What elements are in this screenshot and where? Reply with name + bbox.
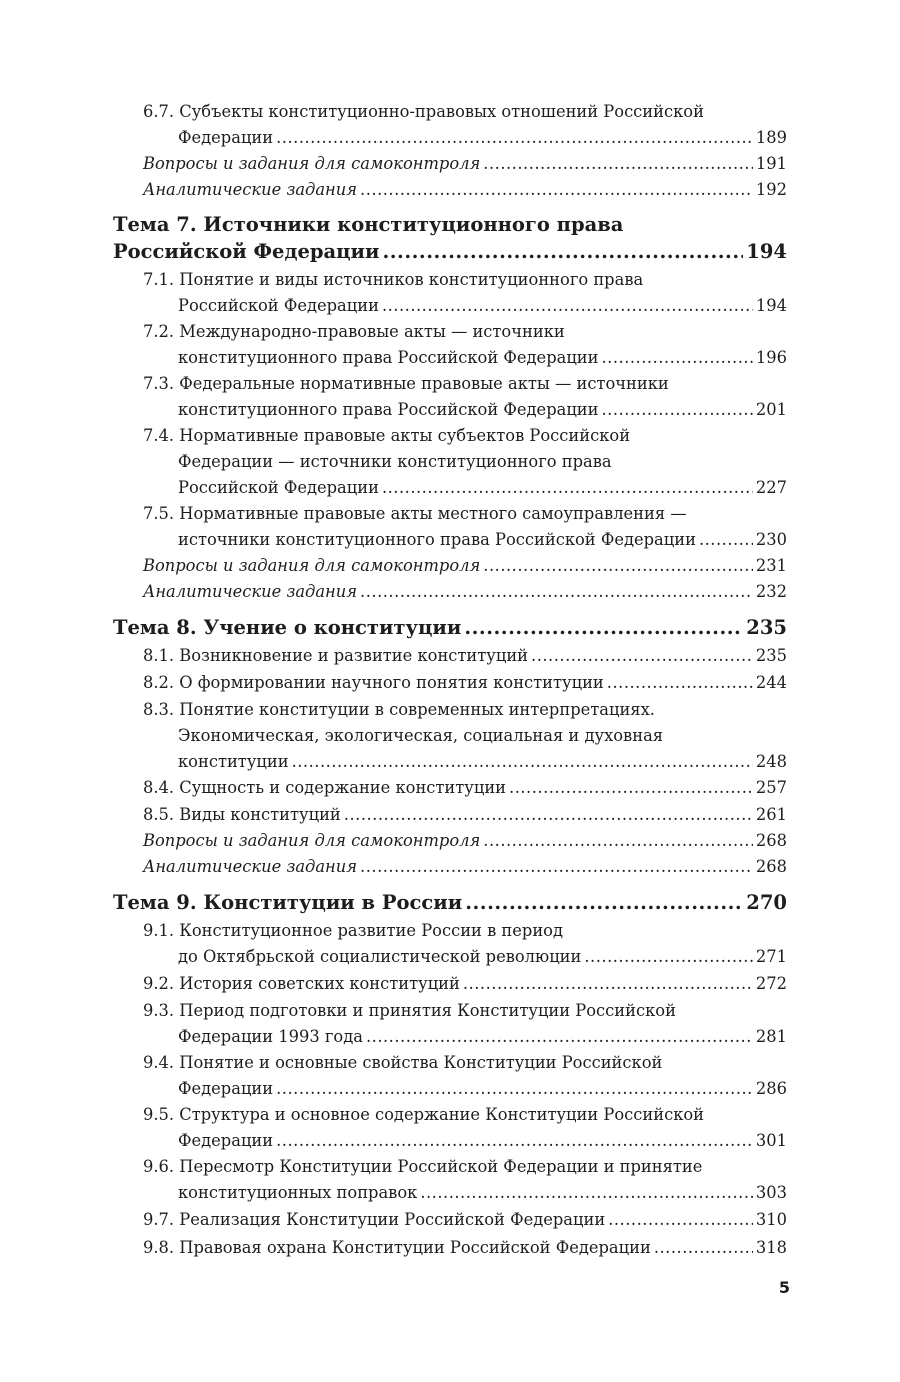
toc-entry-title: конституционного права Российской Федерации [178, 400, 599, 419]
toc-entry-9-8[interactable] [113, 1235, 787, 1261]
toc-page-number: 257 [755, 778, 787, 797]
toc-entry-6-questions[interactable] [113, 151, 787, 177]
toc-entry-8-5[interactable] [113, 802, 787, 828]
dot-leader [602, 397, 753, 423]
toc-entry-7-1[interactable] [113, 293, 787, 319]
toc-entry-title: конституционного права Российской Федерации [178, 348, 599, 367]
toc-entry-title: Российской Федерации [178, 296, 379, 315]
toc-entry-title: Аналитические задания [143, 180, 358, 199]
toc-entry-title: Федерации [178, 1079, 274, 1098]
toc-section-7[interactable] [113, 238, 787, 265]
toc-entry-7-4-line1 [113, 423, 787, 449]
toc-entry-title: 9.6. Пересмотр Конституции Российской Федерации и принятие [143, 1157, 703, 1176]
toc-entry-title: Аналитические задания [143, 857, 358, 876]
toc-page-number: 232 [755, 582, 787, 601]
toc-section-title: Тема 8. Учение о конституции [113, 616, 462, 639]
dot-leader [531, 643, 753, 669]
toc-page-number: 281 [755, 1027, 787, 1046]
dot-leader [509, 775, 753, 801]
dot-leader [483, 151, 753, 177]
toc-entry-title: 7.4. Нормативные правовые акты субъектов Российской [143, 426, 631, 445]
toc-page-number: 301 [755, 1131, 787, 1150]
toc-page-number: 235 [755, 646, 787, 665]
toc-entry-9-3-line1 [113, 998, 787, 1024]
dot-leader [382, 238, 743, 265]
toc-section-8[interactable] [113, 614, 787, 641]
toc-page-number: 303 [755, 1183, 787, 1202]
toc-entry-title: 9.1. Конституционное развитие России в период [143, 921, 563, 940]
toc-page-number: 261 [755, 805, 787, 824]
toc-entry-8-4[interactable] [113, 775, 787, 801]
toc-entry-7-5-line1 [113, 501, 787, 527]
toc-page-number: 310 [755, 1210, 787, 1229]
toc-page-number: 248 [755, 752, 787, 771]
toc-page-number: 194 [755, 296, 787, 315]
toc-entry-7-questions[interactable] [113, 553, 787, 579]
dot-leader [360, 177, 753, 203]
toc-entry-title: 7.3. Федеральные нормативные правовые акты — источники [143, 374, 669, 393]
toc-entry-title: 8.3. Понятие конституции в современных интерпретациях. [143, 700, 655, 719]
dot-leader [607, 670, 753, 696]
toc-entry-title: 7.2. Международно-правовые акты — источники [143, 322, 565, 341]
toc-entry-title: Аналитические задания [143, 582, 358, 601]
toc-entry-7-4[interactable] [113, 475, 787, 501]
toc-section-7-line1 [113, 211, 787, 238]
toc-entry-title: Федерации [178, 128, 274, 147]
toc-page-number: 201 [755, 400, 787, 419]
toc-section-title: Тема 9. Конституции в России [113, 891, 463, 914]
toc-page-number: 191 [755, 154, 787, 173]
dot-leader [276, 125, 753, 151]
toc-entry-8-questions[interactable] [113, 828, 787, 854]
dot-leader [276, 1076, 753, 1102]
toc-entry-title: Экономическая, экологическая, социальная и духовная [178, 726, 664, 745]
toc-entry-title: Федерации [178, 1131, 274, 1150]
toc-page-number: 270 [746, 891, 787, 914]
dot-leader [608, 1207, 753, 1233]
toc-entry-title: 9.4. Понятие и основные свойства Конституции Российской [143, 1053, 663, 1072]
toc-page-number: 230 [755, 530, 787, 549]
toc-page-number: 268 [755, 857, 787, 876]
dot-leader [464, 614, 743, 641]
toc-page-number: 235 [746, 616, 787, 639]
toc-entry-title: Федерации 1993 года [178, 1027, 363, 1046]
toc-entry-title: источники конституционного права Российской Федерации [178, 530, 696, 549]
toc-entry-6-analytic[interactable] [113, 177, 787, 203]
toc-entry-7-2[interactable] [113, 345, 787, 371]
toc-entry-8-analytic[interactable] [113, 854, 787, 880]
toc-section-9[interactable] [113, 889, 787, 916]
dot-leader [463, 971, 753, 997]
toc-entry-title: до Октябрьской социалистической революции [178, 947, 582, 966]
toc-entry-9-4-line1 [113, 1050, 787, 1076]
dot-leader [699, 527, 753, 553]
toc-page-number: 268 [755, 831, 787, 850]
toc-page-number: 196 [755, 348, 787, 367]
dot-leader [276, 1128, 753, 1154]
toc-entry-7-3-line1 [113, 371, 787, 397]
toc-page-number: 318 [755, 1238, 787, 1257]
toc-entry-title: 9.3. Период подготовки и принятия Конституции Российской [143, 1001, 676, 1020]
toc-entry-9-1-line1 [113, 918, 787, 944]
toc-section-title: Российской Федерации [113, 240, 380, 263]
toc-entry-7-analytic[interactable] [113, 579, 787, 605]
dot-leader [292, 749, 753, 775]
toc-page-number: 189 [755, 128, 787, 147]
toc-page-number: 244 [755, 673, 787, 692]
toc-entry-7-5[interactable] [113, 527, 787, 553]
toc-entry-9-3[interactable] [113, 1024, 787, 1050]
toc-entry-8-3-line2 [113, 723, 787, 749]
toc-entry-title: 9.8. Правовая охрана Конституции Российской Федерации [143, 1238, 651, 1257]
dot-leader [465, 889, 743, 916]
dot-leader [654, 1235, 753, 1261]
toc-page-number: 272 [755, 974, 787, 993]
toc-entry-9-6-line1 [113, 1154, 787, 1180]
dot-leader [584, 944, 753, 970]
toc-entry-title: Вопросы и задания для самоконтроля [143, 556, 481, 575]
toc-entry-title: 8.5. Виды конституций [143, 805, 341, 824]
toc-page-number: 231 [755, 556, 787, 575]
toc-page-number: 192 [755, 180, 787, 199]
toc-page-number: 271 [755, 947, 787, 966]
dot-leader [602, 345, 753, 371]
toc-entry-9-1[interactable] [113, 944, 787, 970]
toc-entry-title: 7.5. Нормативные правовые акты местного самоуправления — [143, 504, 687, 523]
toc-entry-7-2-line1 [113, 319, 787, 345]
dot-leader [344, 802, 753, 828]
toc-entry-8-3-line1 [113, 697, 787, 723]
toc-entry-9-2[interactable] [113, 971, 787, 997]
dot-leader [366, 1024, 753, 1050]
toc-entry-9-5-line1 [113, 1102, 787, 1128]
dot-leader [360, 854, 753, 880]
toc-page-number: 194 [746, 240, 787, 263]
toc-entry-title: Вопросы и задания для самоконтроля [143, 154, 481, 173]
dot-leader [382, 475, 753, 501]
toc-entry-title: 9.5. Структура и основное содержание Конституции Российской [143, 1105, 705, 1124]
toc-entry-title: 8.1. Возникновение и развитие конституций [143, 646, 529, 665]
toc-entry-7-3[interactable] [113, 397, 787, 423]
toc-page-number: 286 [755, 1079, 787, 1098]
toc-entry-title: 6.7. Субъекты конституционно-правовых отношений Российской [143, 102, 704, 121]
toc-entry-title: Федерации — источники конституционного права [178, 452, 612, 471]
toc-section-title: Тема 7. Источники конституционного права [113, 213, 624, 236]
toc-entry-8-3[interactable] [113, 749, 787, 775]
toc-entry-title: конституционных поправок [178, 1183, 418, 1202]
dot-leader [483, 553, 753, 579]
toc-entry-title: 7.1. Понятие и виды источников конституционного права [143, 270, 644, 289]
toc-entry-title: Российской Федерации [178, 478, 379, 497]
toc-entry-6-7[interactable] [113, 125, 787, 151]
dot-leader [382, 293, 753, 319]
toc-entry-9-4[interactable] [113, 1076, 787, 1102]
toc-entry-9-7[interactable] [113, 1207, 787, 1233]
toc-entry-title: 8.4. Сущность и содержание конституции [143, 778, 507, 797]
page-number: 5 [778, 1278, 790, 1297]
toc-entry-8-2[interactable] [113, 670, 787, 696]
toc-entry-9-5[interactable] [113, 1128, 787, 1154]
dot-leader [360, 579, 753, 605]
toc-entry-title: конституции [178, 752, 289, 771]
toc-entry-title: 9.7. Реализация Конституции Российской Федерации [143, 1210, 606, 1229]
toc-page-number: 227 [755, 478, 787, 497]
toc-entry-9-6[interactable] [113, 1180, 787, 1206]
toc-entry-title: 8.2. О формировании научного понятия конституции [143, 673, 604, 692]
toc-entry-8-1[interactable] [113, 643, 787, 669]
toc-entry-7-4-line2 [113, 449, 787, 475]
toc-entry-7-1-line1 [113, 267, 787, 293]
toc-entry-6-7-line1 [113, 99, 787, 125]
toc-entry-title: 9.2. История советских конституций [143, 974, 460, 993]
dot-leader [420, 1180, 753, 1206]
dot-leader [483, 828, 753, 854]
toc-entry-title: Вопросы и задания для самоконтроля [143, 831, 481, 850]
